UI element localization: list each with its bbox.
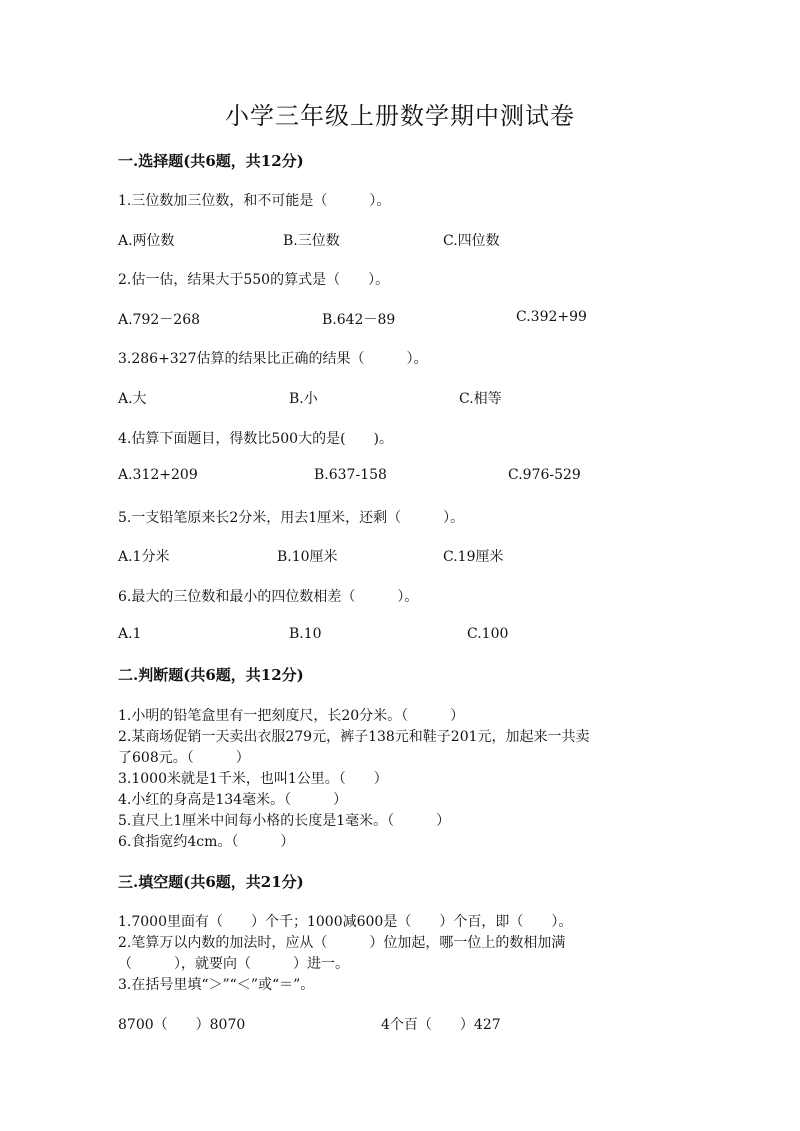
option-6c: C.100: [467, 626, 509, 642]
option-5a: A.1分米: [118, 549, 170, 565]
option-6b: B.10: [289, 626, 322, 642]
option-4c: C.976-529: [508, 467, 581, 483]
judgment-line-3: 了608元。（ ）: [118, 750, 250, 766]
judgment-line-1: 1.小明的铅笔盒里有一把刻度尺，长20分米。（ ）: [118, 708, 465, 724]
question-3: 3.286+327估算的结果比正确的结果（ ）。: [118, 351, 428, 367]
fill-line-2: 2.笔算万以内数的加法时，应从（ ）位加起，哪一位上的数相加满: [118, 935, 566, 951]
option-5b: B.10厘米: [277, 549, 338, 565]
judgment-line-7: 6.食指宽约4cm。（ ）: [118, 834, 295, 850]
option-2a: A.792－268: [118, 312, 201, 328]
fill-line-3: （ ），就要向（ ）进一。: [118, 956, 349, 972]
section-heading-fill: 三.填空题(共6题，共21分): [118, 873, 304, 891]
compare-item-1: 8700（ ）8070: [118, 1017, 246, 1033]
question-4: 4.估算下面题目，得数比500大的是( )。: [118, 431, 394, 447]
question-1: 1.三位数加三位数，和不可能是（ ）。: [118, 193, 391, 209]
option-1b: B.三位数: [283, 233, 340, 249]
fill-line-4: 3.在括号里填“＞”“＜”或“＝”。: [118, 977, 315, 993]
option-3b: B.小: [289, 391, 318, 407]
option-2c: C.392+99: [516, 309, 587, 325]
judgment-line-5: 4.小红的身高是134毫米。（ ）: [118, 792, 348, 808]
question-6: 6.最大的三位数和最小的四位数相差（ ）。: [118, 589, 419, 605]
option-1a: A.两位数: [118, 233, 175, 249]
option-5c: C.19厘米: [443, 549, 504, 565]
option-4a: A.312+209: [118, 467, 198, 483]
question-5: 5.一支铅笔原来长2分米，用去1厘米，还剩（ ）。: [118, 510, 465, 526]
question-2: 2.估一估，结果大于550的算式是（ ）。: [118, 272, 390, 288]
judgment-line-2: 2.某商场促销一天卖出衣服279元，裤子138元和鞋子201元，加起来一共卖: [118, 729, 590, 745]
option-6a: A.1: [118, 626, 142, 642]
section-heading-judgment: 二.判断题(共6题，共12分): [118, 666, 304, 684]
judgment-line-4: 3.1000米就是1千米，也叫1公里。（ ）: [118, 771, 388, 787]
page-title: 小学三年级上册数学期中测试卷: [225, 102, 575, 130]
option-4b: B.637-158: [314, 467, 387, 483]
option-1c: C.四位数: [443, 233, 500, 249]
option-3a: A.大: [118, 391, 147, 407]
option-2b: B.642－89: [322, 312, 396, 328]
option-3c: C.相等: [459, 391, 502, 407]
compare-item-2: 4个百（ ）427: [381, 1017, 501, 1033]
judgment-line-6: 5.直尺上1厘米中间每小格的长度是1毫米。（ ）: [118, 813, 451, 829]
fill-line-1: 1.7000里面有（ ）个千；1000减600是（ ）个百，即（ ）。: [118, 914, 573, 930]
section-heading-choice: 一.选择题(共6题，共12分): [118, 152, 304, 170]
